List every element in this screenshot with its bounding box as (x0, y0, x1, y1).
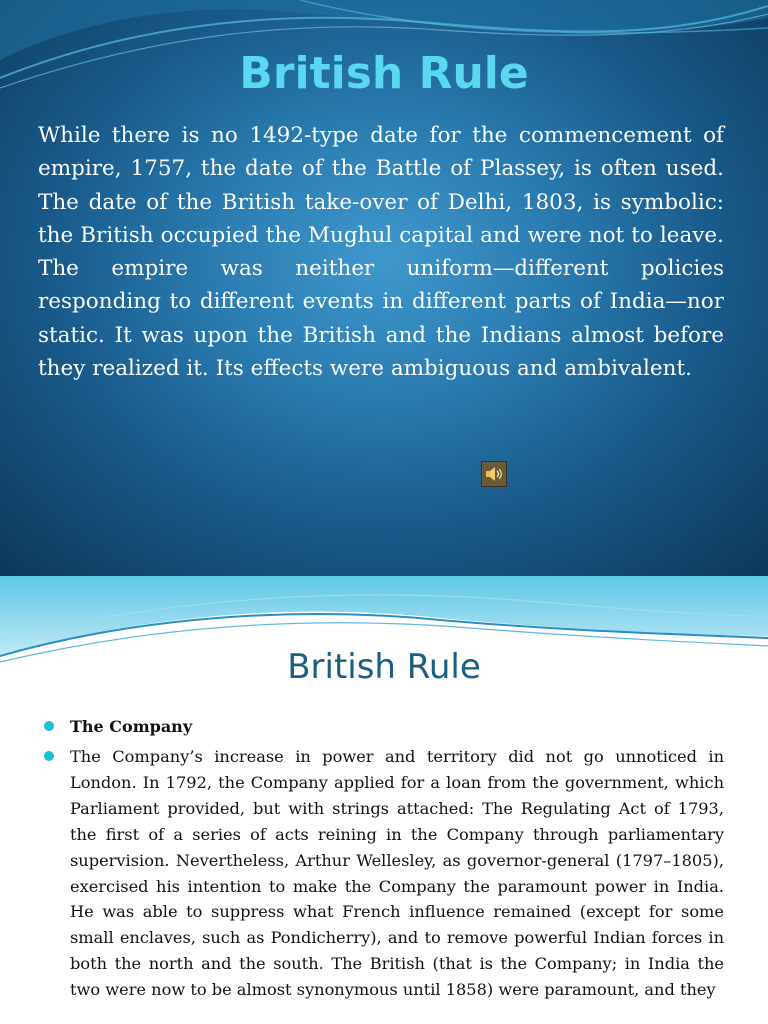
bullet-icon (44, 721, 54, 731)
bullet-heading: The Company (70, 717, 193, 736)
speaker-icon-glyph (482, 462, 506, 486)
bullet-paragraph: The Company’s increase in power and territory did not go unnoticed in London. In 1792, the Company applied for a loan from the government, which Parliament provided, but with strings attached: The Regulating Act of 1793, the first of a series of acts reining in the Company through parliamentary supervision. Nevertheless, Arthur Wellesley, as governor-general (1797–1805), exercised his intention to make the Company the paramount power in India. He was able to suppress what French influence remained (except for some small enclaves, such as Pondicherry), and to remove powerful Indian forces in both the north and the south. The British (that is the Company; in India the two were now to be almost synonymous until 1858) were paramount, and they (70, 747, 724, 1000)
slide-2-title: British Rule (287, 647, 481, 687)
list-item (44, 714, 724, 740)
list-item (44, 744, 724, 1003)
bullet-list (44, 714, 724, 1007)
slide-2 (0, 576, 768, 1024)
bullet-icon (44, 751, 54, 761)
slide-1-body: While there is no 1492-type date for the commencement of empire, 1757, the date of the Battle of Plassey, is often used. The date of the British take-over of Delhi, 1803, is symbolic: the British occupied the Mughul capital and were not to leave. The empire was neither uniform—different policies responding to different events in different parts of India—nor static. It was upon the British and the Indians almost before they realized it. Its effects were ambiguous and ambivalent. (38, 123, 724, 382)
slide-1-title: British Rule (239, 48, 529, 99)
speaker-icon[interactable] (481, 461, 507, 487)
